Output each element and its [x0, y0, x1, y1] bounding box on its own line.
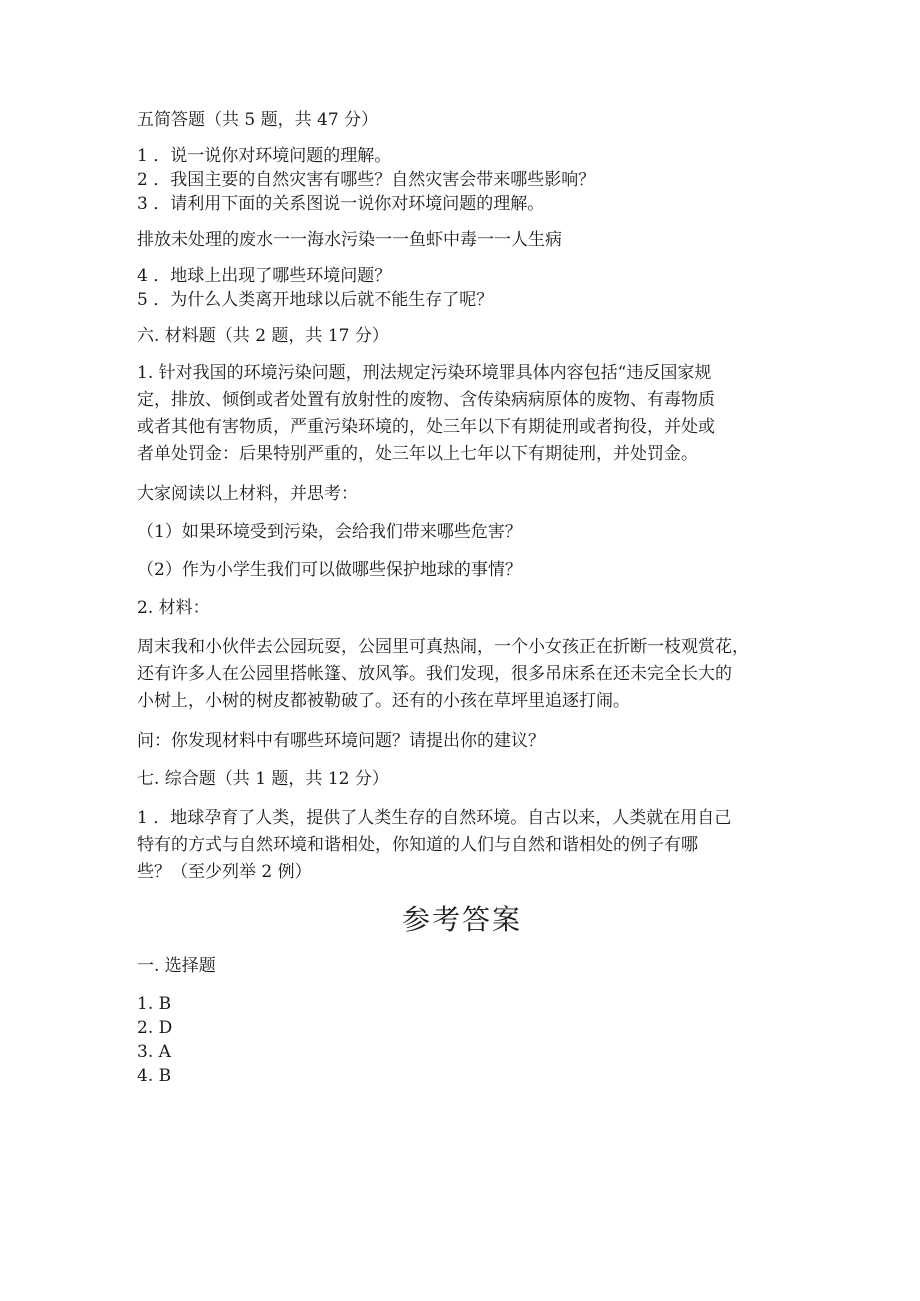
section7-question-1 [137, 805, 787, 886]
material-1-prompt: 大家阅读以上材料，并思考： [137, 484, 358, 504]
material-2-line: 周末我和小伙伴去公园玩耍，公园里可真热闹，一个小女孩正在折断一枝观赏花， [137, 637, 749, 657]
section6-title: 六. 材料题（共 2 题，共 17 分） [137, 326, 389, 346]
material-1-subquestion-1: （1）如果环境受到污染，会给我们带来哪些危害？ [137, 522, 522, 542]
material-2-line: 小树上，小树的树皮都被勒破了。还有的小孩在草坪里追逐打闹。 [137, 691, 630, 711]
material-1-line: 定，排放、倾倒或者处置有放射性的废物、含传染病病原体的废物、有毒物质 [137, 390, 715, 410]
material-1-text [137, 360, 787, 468]
section5-question-5: 5 ．为什么人类离开地球以后就不能生存了呢？ [137, 290, 494, 310]
material-2-title: 2. 材料： [137, 598, 210, 618]
section7-title: 七. 综合题（共 1 题，共 12 分） [137, 769, 389, 789]
material-1-line: 者单处罚金：后果特别严重的，处三年以上七年以下有期徒刑，并处罚金。 [137, 444, 698, 464]
answer-item: 3. A [137, 1042, 171, 1062]
exam-page [137, 108, 787, 1088]
section7-question-line: 特有的方式与自然环境和谐相处，你知道的人们与自然和谐相处的例子有哪 [137, 835, 698, 855]
material-1-line: 1. 针对我国的环境污染问题，刑法规定污染环境罪具体内容包括“违反国家规 [137, 363, 712, 383]
answer-item: 4. B [137, 1066, 172, 1086]
answers-section1-title: 一. 选择题 [137, 956, 216, 976]
material-2-line: 还有许多人在公园里搭帐篷、放风筝。我们发现，很多吊床系在还未完全长大的 [137, 664, 732, 684]
material-1-line: 或者其他有害物质，严重污染环境的，处三年以下有期徒刑或者拘役，并处或 [137, 417, 715, 437]
material-1-subquestion-2: （2）作为小学生我们可以做哪些保护地球的事情？ [137, 560, 522, 580]
section7-question-line: 1 ．地球孕育了人类，提供了人类生存的自然环境。自古以来，人类就在用自己 [137, 808, 732, 828]
material-2-text [137, 634, 787, 715]
material-2-question: 问：你发现材料中有哪些环境问题？请提出你的建议？ [137, 731, 545, 751]
section5-question-4: 4 ．地球上出现了哪些环境问题？ [137, 266, 392, 286]
answer-list [137, 992, 787, 1088]
section7-question-line: 些？（至少列举 2 例） [137, 862, 312, 882]
section5-question-2: 2 ．我国主要的自然灾害有哪些？自然灾害会带来哪些影响？ [137, 170, 596, 190]
section5-question-3: 3 ．请利用下面的关系图说一说你对环境问题的理解。 [137, 194, 545, 214]
cause-effect-chain: 排放未处理的废水一一海水污染一一鱼虾中毒一一人生病 [137, 230, 562, 250]
answer-key-title: 参考答案 [401, 903, 522, 936]
answer-item: 1. B [137, 994, 172, 1014]
section5-title: 五简答题（共 5 题，共 47 分） [137, 110, 379, 130]
answer-item: 2. D [137, 1018, 173, 1038]
section5-question-1: 1 ．说一说你对环境问题的理解。 [137, 146, 392, 166]
